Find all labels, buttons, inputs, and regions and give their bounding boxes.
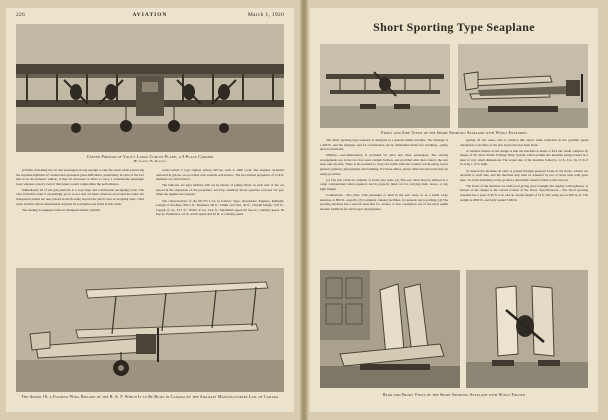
photo-seaplane-folded-rear [320,270,460,388]
bottom-photo-caption: Rear and Front Views of the Short Sporting Seaplane with Wings Folded [382,392,526,397]
page-gutter [300,0,308,420]
issue-date: March 1, 1920 [247,12,284,18]
running-head [16,12,284,22]
right-page [310,8,598,412]
right-text-column-1 [320,138,448,266]
paragraph: A valuable feature in the design is that the machine is made to fold into small compass by means of the Short Patent Folding Wing System which permits the machine being housed in a shed of very small dimensions. The actual size of the machine folded is: 14 ft. 6 in. by 15 ft. 6 in. long x 12 ft. high. [460,148,588,167]
biplane-image [16,268,284,392]
photo-folding-biplane [16,268,284,392]
paragraph: The floats of the machine are reinforced giving great strength and rigidity with lightness. A feature of the design is the curved bottom of the floats. Specifications.—The Short sporting seaplane has a span of 40 ft. 6 in. and an overall length of 31 ft. The wing area is 480 sq. ft. The weight is 2000 lb. and fully loaded 3100 lb. [460,183,588,202]
photo-credit: By Samuel B. Roberts [133,159,167,163]
left-page [6,8,294,412]
caption-text: Center Portion of Vogt's Large Curtiss Plane, a 9-Place Carrier [86,154,214,159]
paragraph: Commercial.—The pilot, with passenger or mail in the rear seats, or as a small cargo machine of 800 lb. capacity. (3) Complete cruising facilities, for general and joy-riding, (4) The sporting machine has a special attraction for owners, is also considered one of the most useful modern additions for aerial sport and pleasure. [320,193,448,211]
paragraph: getting off the water, and so achieve this object some reduction in the possible speed obtained is a sacrifice of the size and power has been made. [460,138,588,147]
large-plane-image [16,24,284,152]
article-title: Short Sporting Type Seaplane [373,20,535,34]
magazine-title: AVIATION [132,12,168,18]
photo-seaplane-folded-front [466,270,588,388]
left-text-column-2 [156,168,284,264]
seaplane-folded-rear-image [320,270,460,388]
paragraph: (1) The rear cabin for airplane or in the fore seats. (2) The rear cabin may be utilized as a cargo compartment when required, and is properly lined out for carrying mail, stores, or any light freight. [320,177,448,191]
photo-large-plane-center [16,24,284,152]
left-text-column-1 [16,168,144,264]
paragraph: The balloons are kept inflated with air by means of pumps fitted on each side of the car placed in the slipstream of the propellers. An 8 hp. auxiliary motor operates a blower for gas, when the engines are stopped. [156,183,284,197]
paragraph: The landing is equipped with two Rumpell marine cylinder [22,207,101,212]
paragraph: Military.—Accommodation is provided for pilot and three passengers. The seating arrangements are in the two fore seats tandem fashion, and provided with dual control, the rear seats side-by-side. There is the possible to carry one bomb with and conduct ten shooting, but in general, gunnery, photography and bombing. For these duties, petrol, lubricant and water may be easily provided. [320,153,448,176]
seaplane-front-image [320,44,450,128]
right-text-column-2 [460,138,588,266]
page-number: 226 [16,12,26,18]
photo-seaplane-side [458,44,588,128]
seaplane-side-image [458,44,588,128]
paragraph: The characteristics of the 60-575 I are as follows: Type, monoplane; Engines, Rumpell; Length of machine, 863.5 ft.; Diameter, 60 ft.; Width over fins, 50 ft.; Overall height, 72.0 ft.; Length of car, 34.7 ft.; Width of car, 14.6 ft.; Maximum speed 60 m.p.h.; Cruising speed, 50 m.p.h.; Endurance, 16 hr. at full speed and 30 hr. at cruising speed. [156,198,284,217]
paragraph: problem of making the car and passengers strong enough to take the result while preserving the requisite lightness of construction presented great difficulties, particularly in view of the fact that in an air-transport vehicle, it may be necessary at times to carry a considerable passenger load, whereas a heavy load of this nature would compromise the performance. [16,168,144,186]
paragraph: Immediately aft of the gun platform is a very large and comfortable navigating room. The view from this room is exceedingly good, as not only are there windows all around the sides, but transparent panels are also placed in the flooring beyond the pilot's seat. A dropping table, chart racks and the various instruments required for navigation are fitted in this room. [16,187,144,206]
top-photo-caption [16,154,284,164]
top-photo-caption: Front and Side Views of the Short Sporting Seaplane with Wings Extended [381,130,527,135]
paragraph: The Short sporting type seaplane is designed as a general utility machine. The fuselage is 1,400 lb. and the designer, and for convenience can be dismantled under two headings—easily and economically. [320,138,448,152]
paragraph: To launch the machine an extra is passed through prepared holes in the floats, wheels are attached to each side, and the machine may then be wheeled by two or three men with great ease. To avoid launching on the ground a detachable wheel is fixed to the tail post. [460,168,588,182]
photo-seaplane-front [320,44,450,128]
bottom-photo-caption: The Aeron 18, a Folding-Wing Biplane of the R. A. F. Which Is to Be Built in Canada by the Aircraft Manufacturers Ltd. of Canada [21,394,279,399]
paragraph: water-cooled V type engines giving 220 hp. each at 1900 r.p.m. The engines, mounted outboard in pylons, are provided with suitable self-starters. The two-bladed propellers of 11.8 ft. diameter are driven direct. [156,168,284,182]
seaplane-folded-front-image [466,270,588,388]
